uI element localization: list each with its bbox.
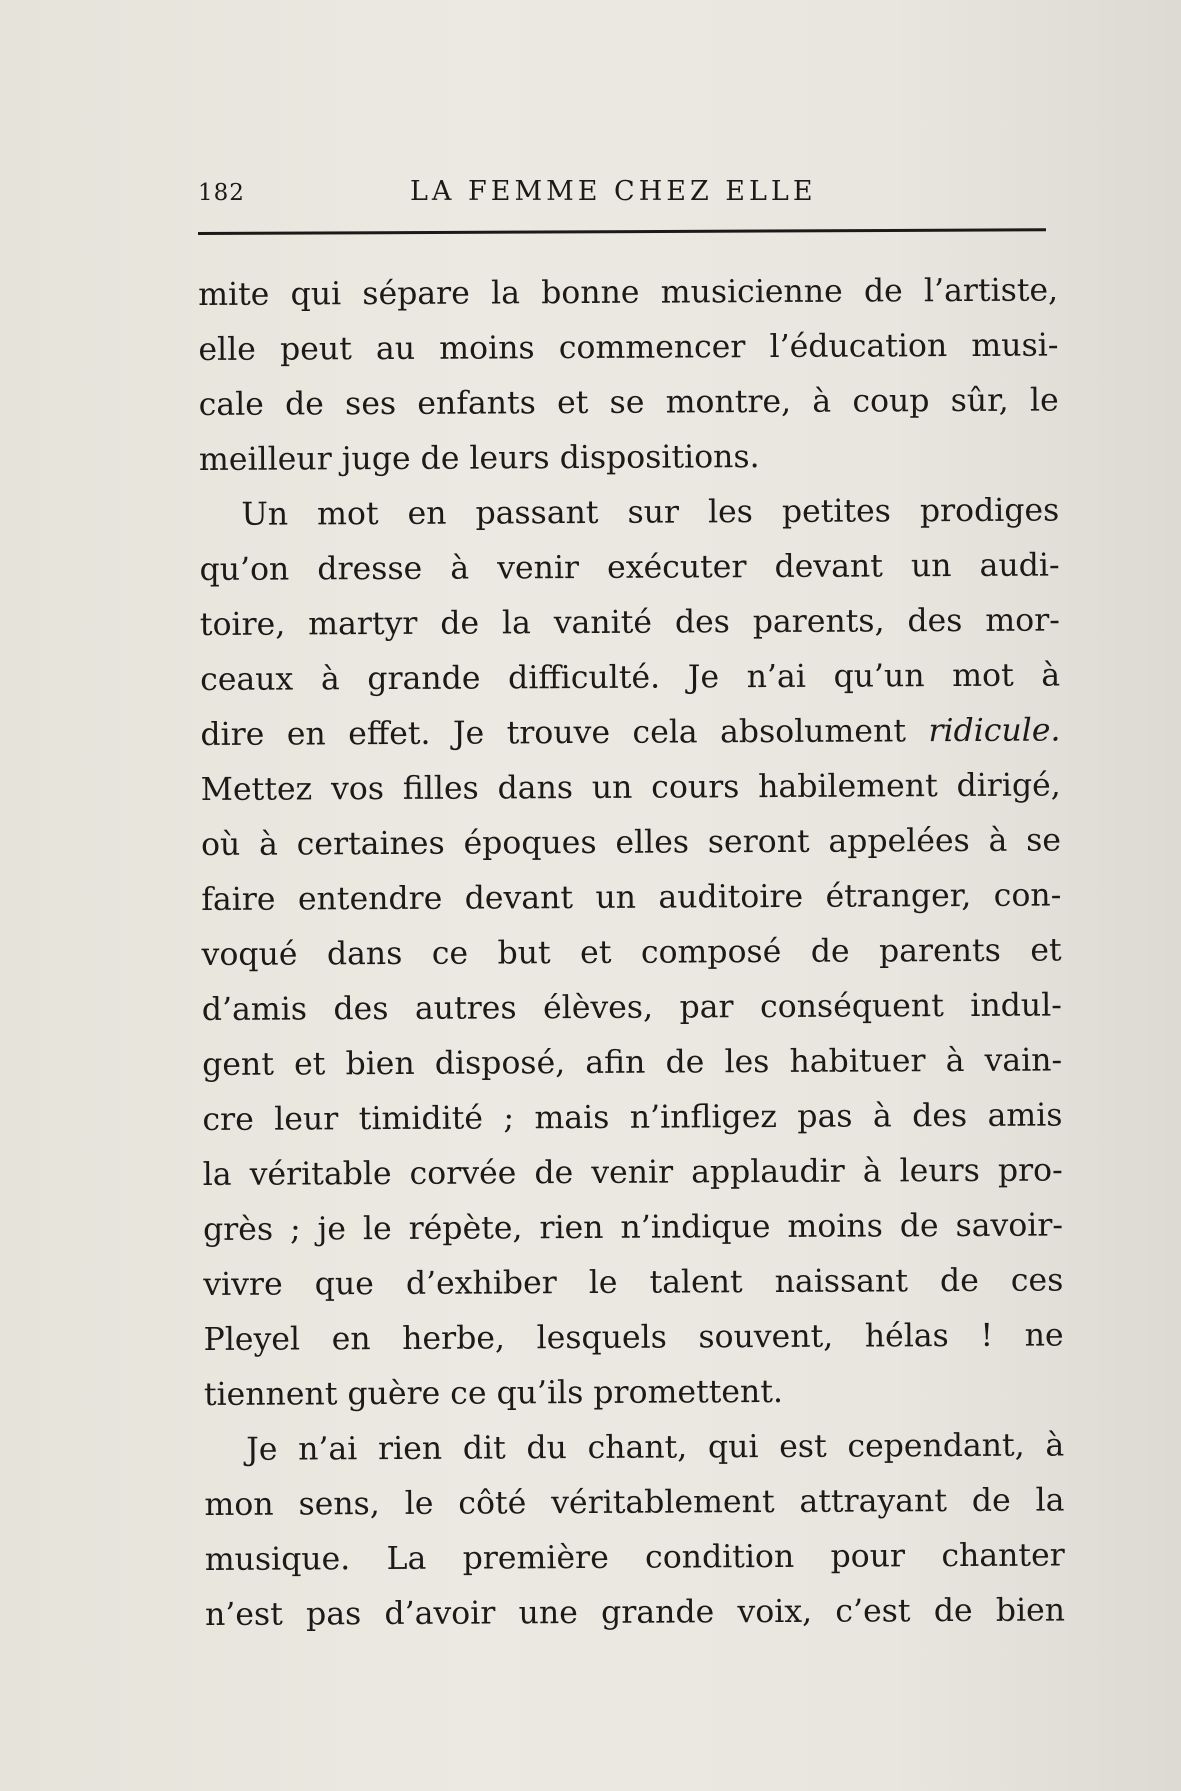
text-line: faire entendre devant un auditoire étranger, con- <box>201 877 1062 918</box>
text-line: Mettez vos filles dans un cours habilement dirigé, <box>200 767 1061 808</box>
text-line: vivre que d’exhiber le talent naissant de ces <box>203 1262 1064 1303</box>
text-line: où à certaines époques elles seront appelées à se <box>200 822 1062 863</box>
text-line: mite qui sépare la bonne musicienne de l’artiste, <box>198 272 1059 313</box>
text-line: n’est pas d’avoir une grande voix, c’est de bien <box>204 1592 1066 1633</box>
text-line: voqué dans ce but et composé de parents et <box>201 932 1062 973</box>
text-line: la véritable corvée de venir applaudir à leurs pro- <box>202 1152 1063 1193</box>
page-header <box>198 170 1046 220</box>
text-line: mon sens, le côté véritablement attrayant de la <box>204 1482 1065 1523</box>
text-line: tiennent guère ce qu’ils promettent. <box>203 1373 784 1413</box>
text-line: toire, martyr de la vanité des parents, des mor- <box>199 602 1060 643</box>
body-text <box>198 263 1065 1642</box>
header-rule <box>198 228 1046 235</box>
text-line: qu’on dresse à venir exécuter devant un audi- <box>199 547 1060 588</box>
text-line: Un mot en passant sur les petites prodiges <box>241 492 1060 533</box>
running-title: LA FEMME CHEZ ELLE <box>410 176 817 207</box>
text-line: gent et bien disposé, afin de les habituer à vain- <box>202 1042 1063 1083</box>
text-line: Je n’ai rien dit du chant, qui est cependant, à <box>246 1427 1065 1468</box>
emphasis-ridicule: ridicule. <box>928 712 1061 750</box>
text-line: musique. La première condition pour chanter <box>204 1537 1065 1578</box>
text-line: elle peut au moins commencer l’éducation musi- <box>198 327 1059 368</box>
text-line: ceaux à grande difficulté. Je n’ai qu’un mot à <box>200 657 1061 698</box>
text-line: cale de ses enfants et se montre, à coup sûr, le <box>198 382 1059 423</box>
page-number: 182 <box>198 180 245 206</box>
text-line-with-emphasis <box>200 703 1060 763</box>
text-segment: dire en effet. Je trouve cela absolument <box>200 713 929 753</box>
text-line: meilleur juge de leurs dispositions. <box>198 439 760 478</box>
text-line: Pleyel en herbe, lesquels souvent, hélas ! ne <box>203 1317 1064 1358</box>
text-line: d’amis des autres élèves, par conséquent indul- <box>201 987 1062 1028</box>
text-line: cre leur timidité ; mais n’infligez pas à des amis <box>202 1097 1063 1138</box>
text-line: grès ; je le répète, rien n’indique moins de savoir- <box>202 1207 1064 1248</box>
